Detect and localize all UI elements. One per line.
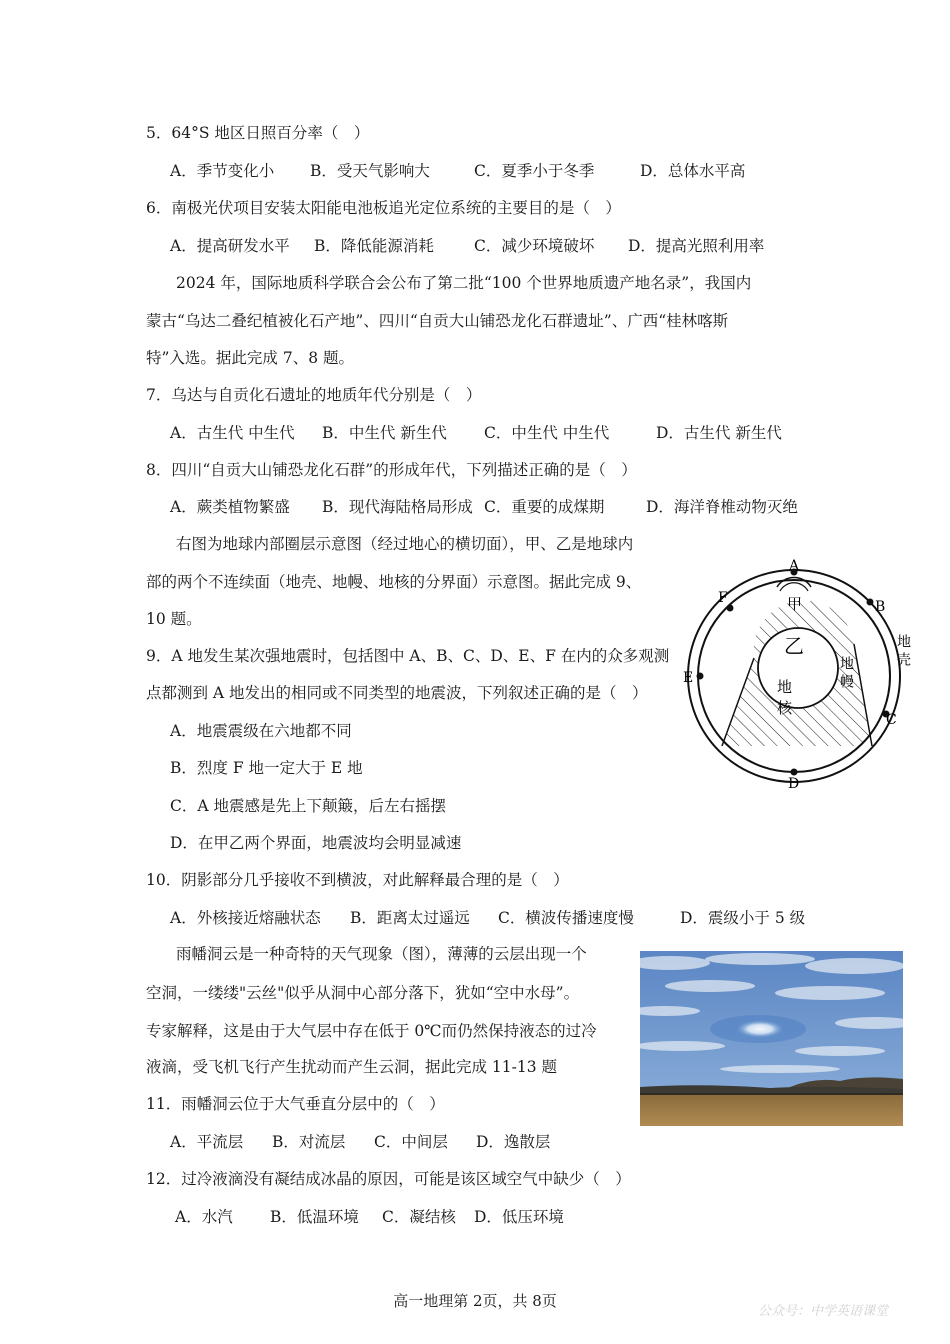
label-mantle: 地幔 (838, 656, 854, 692)
label-a: A (789, 558, 800, 574)
q9-option-a: A．地震震级在六地都不同 (170, 722, 352, 740)
q6-option-a: A．提高研发水平 (170, 237, 290, 255)
label-jia: 甲 (787, 595, 803, 613)
q11-option-b: B．对流层 (272, 1133, 346, 1151)
passage3-line2: 空洞，一缕缕"云丝"似乎从洞中心部分落下，犹如“空中水母”。 (146, 984, 580, 1002)
point-d-dot (791, 769, 798, 776)
q5-option-b: B．受天气影响大 (310, 162, 430, 180)
passage2-line1: 右图为地球内部圈层示意图（经过地心的横切面），甲、乙是地球内 (176, 535, 634, 553)
q11-option-d: D．逸散层 (476, 1133, 551, 1151)
passage1-line2: 蒙古“乌达二叠纪植被化石产地”、四川“自贡大山铺恐龙化石群遗址”、广西“桂林喀斯 (146, 312, 729, 330)
q8-option-d: D．海洋脊椎动物灭绝 (646, 498, 798, 516)
label-crust: 地壳 (895, 634, 911, 670)
watermark: 公众号：中学英语课堂 (757, 1304, 888, 1319)
passage3-line3: 专家解释，这是由于大气层中存在低于 0℃而仍然保持液态的过冷 (146, 1022, 597, 1040)
q5-stem: 5．64°S 地区日照百分率（ ） (146, 124, 370, 142)
passage2-line3: 10 题。 (146, 610, 202, 628)
q12-option-b: B．低温环境 (270, 1208, 359, 1226)
q9-option-d: D．在甲乙两个界面，地震波均会明显减速 (170, 834, 462, 852)
q6-option-b: B．降低能源消耗 (314, 237, 434, 255)
cloud-hole-center (736, 1020, 784, 1038)
q6-option-c: C．减少环境破坏 (474, 237, 595, 255)
q10-option-b: B．距离太过遥远 (350, 909, 470, 927)
q7-option-d: D．古生代 新生代 (656, 424, 782, 442)
q11-option-a: A．平流层 (170, 1133, 244, 1151)
label-d: D (788, 776, 800, 792)
q10-option-c: C．横波传播速度慢 (498, 909, 634, 927)
q10-stem: 10．阴影部分几乎接收不到横波，对此解释最合理的是（ ） (146, 871, 569, 889)
label-yi: 乙 (784, 634, 804, 658)
q8-option-b: B．现代海陆格局形成 (322, 498, 473, 516)
q11-stem: 11．雨幡洞云位于大气垂直分层中的（ ） (146, 1095, 445, 1113)
passage3-line1: 雨幡洞云是一种奇特的天气现象（图），薄薄的云层出现一个 (176, 945, 587, 963)
q8-option-c: C．重要的成煤期 (484, 498, 605, 516)
q9-stem-line1: 9．A 地发生某次强地震时，包括图中 A、B、C、D、E、F 在内的众多观测 (146, 647, 670, 665)
fallstreak-hole-photo (640, 951, 903, 1126)
q5-option-c: C．夏季小于冬季 (474, 162, 595, 180)
q7-option-a: A．古生代 中生代 (170, 424, 295, 442)
label-c: C (886, 712, 897, 728)
q8-option-a: A．蕨类植物繁盛 (170, 498, 290, 516)
earth-layers-diagram (676, 556, 920, 796)
q12-option-a: A．水汽 (175, 1208, 233, 1226)
label-e: E (683, 670, 694, 686)
point-b-dot (867, 599, 874, 606)
q12-stem: 12．过冷液滴没有凝结成冰晶的原因，可能是该区域空气中缺少（ ） (146, 1170, 631, 1188)
q10-option-a: A．外核接近熔融状态 (170, 909, 321, 927)
q7-option-c: C．中生代 中生代 (484, 424, 610, 442)
q12-option-d: D．低压环境 (474, 1208, 564, 1226)
q9-option-b: B．烈度 F 地一定大于 E 地 (170, 759, 363, 777)
q12-option-c: C．凝结核 (382, 1208, 456, 1226)
page-footer: 高一地理第 2页，共 8页 (393, 1292, 557, 1310)
q6-option-d: D．提高光照利用率 (628, 237, 765, 255)
q7-stem: 7．乌达与自贡化石遗址的地质年代分别是（ ） (146, 386, 482, 404)
passage3-line4: 液滴，受飞机飞行产生扰动而产生云洞，据此完成 11-13 题 (146, 1058, 558, 1076)
q10-option-d: D．震级小于 5 级 (680, 909, 806, 927)
passage2-line2: 部的两个不连续面（地壳、地幔、地核的分界面）示意图。据此完成 9、 (146, 573, 642, 591)
q11-option-c: C．中间层 (374, 1133, 448, 1151)
passage1-line1: 2024 年，国际地质科学联合会公布了第二批“100 个世界地质遗产地名录”，我国内 (176, 274, 752, 292)
q9-option-c: C．A 地震感是先上下颠簸，后左右摇摆 (170, 797, 446, 815)
q5-option-d: D．总体水平高 (640, 162, 746, 180)
q6-stem: 6．南极光伏项目安装太阳能电池板追光定位系统的主要目的是（ ） (146, 199, 621, 217)
passage1-line3: 特”入选。据此完成 7、8 题。 (146, 349, 355, 367)
label-b: B (875, 599, 886, 615)
q5-option-a: A．季节变化小 (170, 162, 275, 180)
q9-stem-line2: 点都测到 A 地发出的相同或不同类型的地震波，下列叙述正确的是（ ） (146, 684, 648, 702)
label-f: F (718, 590, 728, 606)
q8-stem: 8．四川“自贡大山铺恐龙化石群”的形成年代，下列描述正确的是（ ） (146, 461, 637, 479)
q7-option-b: B．中生代 新生代 (322, 424, 447, 442)
label-core: 地核 (775, 679, 793, 721)
point-e-dot (697, 673, 704, 680)
